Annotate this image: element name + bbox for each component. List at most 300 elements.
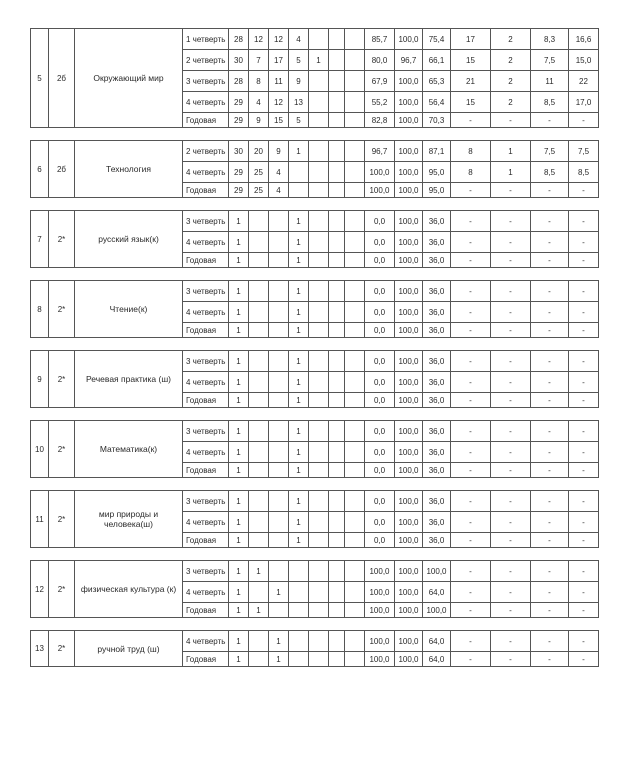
table-row [31,351,599,372]
value-cell [309,141,329,162]
value-cell: 36,0 [423,512,451,533]
class-cell: 2* [49,351,75,408]
value-cell: 100,0 [365,162,395,183]
value-cell [309,442,329,463]
value-cell: - [569,302,599,323]
value-cell [249,302,269,323]
value-cell: 0,0 [365,393,395,408]
subject-cell: русский язык(к) [75,211,183,268]
value-cell [345,141,365,162]
value-cell [249,421,269,442]
value-cell: 1 [229,281,249,302]
spacer-row [31,128,599,141]
value-cell [309,183,329,198]
class-cell: 2б [49,141,75,198]
value-cell [269,253,289,268]
report-sheet [30,28,592,667]
value-cell: 8,3 [531,29,569,50]
value-cell: - [569,631,599,652]
subject-cell: мир природы и человека(ш) [75,491,183,548]
value-cell: - [569,351,599,372]
value-cell: - [531,652,569,667]
value-cell: 100,0 [395,463,423,478]
value-cell [309,512,329,533]
spacer-cell [31,478,599,491]
subject-cell: Окружающий мир [75,29,183,128]
value-cell: 0,0 [365,211,395,232]
value-cell: - [451,253,491,268]
value-cell: 85,7 [365,29,395,50]
value-cell: 8,5 [569,162,599,183]
value-cell [329,393,345,408]
row-number: 8 [31,281,49,338]
value-cell [249,463,269,478]
value-cell: - [531,372,569,393]
value-cell: - [491,442,531,463]
value-cell: - [451,372,491,393]
value-cell: 1 [269,652,289,667]
value-cell: 36,0 [423,351,451,372]
value-cell [345,652,365,667]
value-cell: 95,0 [423,162,451,183]
value-cell [345,512,365,533]
value-cell: 29 [229,183,249,198]
period-cell: 4 четверть [183,631,229,652]
value-cell: 100,0 [395,533,423,548]
value-cell [329,253,345,268]
value-cell: 0,0 [365,533,395,548]
value-cell [345,582,365,603]
value-cell [289,652,309,667]
value-cell: 100,0 [365,631,395,652]
value-cell: 4 [249,92,269,113]
value-cell: - [491,603,531,618]
value-cell: 29 [229,113,249,128]
value-cell: - [569,442,599,463]
period-cell: 3 четверть [183,561,229,582]
value-cell [309,281,329,302]
period-cell: 4 четверть [183,582,229,603]
value-cell: 100,0 [395,29,423,50]
value-cell: 100,0 [395,281,423,302]
value-cell [345,533,365,548]
value-cell [289,603,309,618]
value-cell [289,631,309,652]
value-cell: 100,0 [395,351,423,372]
value-cell: - [569,393,599,408]
table-row [31,561,599,582]
value-cell: 100,0 [395,71,423,92]
value-cell: 9 [269,141,289,162]
value-cell [345,29,365,50]
value-cell: 1 [289,533,309,548]
value-cell [269,211,289,232]
value-cell: 1 [289,372,309,393]
value-cell [345,50,365,71]
value-cell: - [569,323,599,338]
value-cell [249,232,269,253]
spacer-cell [31,408,599,421]
value-cell [309,372,329,393]
value-cell: 100,0 [395,302,423,323]
value-cell: 80,0 [365,50,395,71]
value-cell: 16,6 [569,29,599,50]
value-cell [329,323,345,338]
value-cell [269,533,289,548]
value-cell: 100,0 [395,421,423,442]
value-cell [269,302,289,323]
value-cell [309,113,329,128]
value-cell [345,211,365,232]
value-cell [249,323,269,338]
value-cell [345,463,365,478]
value-cell: 36,0 [423,253,451,268]
value-cell: 1 [229,652,249,667]
value-cell [345,183,365,198]
value-cell: - [491,183,531,198]
value-cell: 64,0 [423,631,451,652]
value-cell [289,582,309,603]
value-cell [329,232,345,253]
value-cell: 100,0 [395,253,423,268]
value-cell: 1 [289,421,309,442]
value-cell: 100,0 [395,393,423,408]
value-cell: 1 [229,512,249,533]
value-cell [249,533,269,548]
value-cell: - [491,113,531,128]
value-cell: 5 [289,50,309,71]
value-cell [309,71,329,92]
subject-cell: физическая культура (к) [75,561,183,618]
value-cell [329,631,345,652]
value-cell: 55,2 [365,92,395,113]
value-cell: 9 [249,113,269,128]
value-cell [345,71,365,92]
value-cell: 0,0 [365,421,395,442]
value-cell: - [451,631,491,652]
value-cell [269,603,289,618]
period-cell: 3 четверть [183,351,229,372]
table-row [31,141,599,162]
value-cell: 1 [289,232,309,253]
row-number: 7 [31,211,49,268]
value-cell [269,232,289,253]
value-cell: 30 [229,141,249,162]
spacer-row [31,618,599,631]
value-cell: 13 [289,92,309,113]
value-cell [345,253,365,268]
value-cell [329,162,345,183]
value-cell: 96,7 [395,50,423,71]
value-cell [345,421,365,442]
period-cell: 4 четверть [183,92,229,113]
value-cell: 100,0 [365,582,395,603]
value-cell [345,302,365,323]
value-cell: - [491,393,531,408]
value-cell: 36,0 [423,211,451,232]
period-cell: 1 четверть [183,29,229,50]
value-cell [345,162,365,183]
value-cell: - [531,113,569,128]
value-cell [345,323,365,338]
value-cell [329,652,345,667]
class-cell: 2* [49,421,75,478]
period-cell: Годовая [183,603,229,618]
value-cell: 1 [229,442,249,463]
value-cell: 100,0 [395,232,423,253]
value-cell [269,512,289,533]
value-cell [345,351,365,372]
value-cell [309,603,329,618]
value-cell [269,281,289,302]
value-cell: 67,9 [365,71,395,92]
value-cell: 1 [289,253,309,268]
value-cell: - [569,561,599,582]
value-cell: 1 [229,393,249,408]
period-cell: Годовая [183,393,229,408]
value-cell: 56,4 [423,92,451,113]
value-cell: 0,0 [365,351,395,372]
value-cell [249,582,269,603]
value-cell: 0,0 [365,302,395,323]
value-cell: 1 [229,421,249,442]
value-cell [309,211,329,232]
value-cell [345,92,365,113]
value-cell: 82,8 [365,113,395,128]
value-cell [309,323,329,338]
value-cell: 2 [491,29,531,50]
subject-cell: Технология [75,141,183,198]
value-cell [249,281,269,302]
value-cell: - [491,323,531,338]
value-cell [329,561,345,582]
subject-cell: Речевая практика (ш) [75,351,183,408]
row-number: 10 [31,421,49,478]
value-cell [329,211,345,232]
value-cell [329,281,345,302]
value-cell [249,442,269,463]
table-row [31,421,599,442]
spacer-row [31,198,599,211]
value-cell: - [491,631,531,652]
period-cell: 4 четверть [183,442,229,463]
value-cell: - [531,512,569,533]
value-cell [249,351,269,372]
value-cell: - [531,211,569,232]
value-cell [249,211,269,232]
value-cell: 20 [249,141,269,162]
value-cell: 100,0 [365,652,395,667]
period-cell: Годовая [183,652,229,667]
value-cell: - [451,323,491,338]
value-cell: 1 [229,351,249,372]
value-cell: 100,0 [395,211,423,232]
value-cell: 1 [229,323,249,338]
period-cell: Годовая [183,113,229,128]
period-cell: 4 четверть [183,232,229,253]
value-cell [269,491,289,512]
value-cell: 15,0 [569,50,599,71]
value-cell: 0,0 [365,281,395,302]
value-cell [329,491,345,512]
value-cell: 64,0 [423,582,451,603]
value-cell: - [531,582,569,603]
value-cell: - [531,442,569,463]
value-cell: 7,5 [569,141,599,162]
period-cell: Годовая [183,253,229,268]
value-cell: 1 [491,162,531,183]
value-cell [269,372,289,393]
value-cell: - [569,281,599,302]
spacer-cell [31,618,599,631]
value-cell: 100,0 [395,372,423,393]
value-cell [345,631,365,652]
spacer-cell [31,548,599,561]
value-cell [269,393,289,408]
value-cell: - [491,533,531,548]
value-cell: - [451,442,491,463]
value-cell [345,281,365,302]
value-cell: - [451,393,491,408]
value-cell: 1 [229,631,249,652]
value-cell: 100,0 [395,442,423,463]
value-cell [309,582,329,603]
value-cell [309,631,329,652]
value-cell: - [451,351,491,372]
value-cell: 15 [269,113,289,128]
value-cell: 1 [289,393,309,408]
value-cell: 1 [289,323,309,338]
table-row [31,631,599,652]
value-cell: 12 [269,92,289,113]
value-cell: 1 [229,372,249,393]
value-cell: - [569,113,599,128]
value-cell: 1 [289,512,309,533]
value-cell [309,253,329,268]
value-cell [269,442,289,463]
period-cell: Годовая [183,183,229,198]
value-cell: 0,0 [365,232,395,253]
period-cell: Годовая [183,323,229,338]
period-cell: 3 четверть [183,211,229,232]
value-cell [329,603,345,618]
value-cell: - [569,533,599,548]
period-cell: 3 четверть [183,71,229,92]
value-cell: 36,0 [423,302,451,323]
table-row [31,281,599,302]
value-cell [345,113,365,128]
value-cell: 1 [289,211,309,232]
subject-cell: ручной труд (ш) [75,631,183,667]
spacer-row [31,408,599,421]
value-cell: 29 [229,162,249,183]
value-cell [345,393,365,408]
value-cell [329,71,345,92]
period-cell: 4 четверть [183,372,229,393]
value-cell: 28 [229,71,249,92]
value-cell: 1 [269,631,289,652]
value-cell: 95,0 [423,183,451,198]
value-cell: 96,7 [365,141,395,162]
period-cell: Годовая [183,533,229,548]
row-number: 5 [31,29,49,128]
table-row [31,211,599,232]
value-cell: 100,0 [395,582,423,603]
value-cell [309,302,329,323]
value-cell [289,561,309,582]
value-cell [345,232,365,253]
value-cell: 1 [229,582,249,603]
value-cell: 8 [249,71,269,92]
value-cell: 0,0 [365,512,395,533]
value-cell: 0,0 [365,463,395,478]
value-cell: 100,0 [395,512,423,533]
value-cell: 28 [229,29,249,50]
value-cell [345,372,365,393]
value-cell: 1 [289,302,309,323]
value-cell [309,652,329,667]
value-cell: - [451,603,491,618]
row-number: 9 [31,351,49,408]
value-cell [329,442,345,463]
value-cell [329,50,345,71]
value-cell: - [451,652,491,667]
value-cell: 7,5 [531,141,569,162]
value-cell: 0,0 [365,323,395,338]
value-cell: - [531,393,569,408]
value-cell [329,302,345,323]
spacer-cell [31,338,599,351]
value-cell [249,512,269,533]
value-cell: 36,0 [423,463,451,478]
value-cell: 1 [289,351,309,372]
value-cell: 65,3 [423,71,451,92]
class-cell: 2б [49,29,75,128]
value-cell [309,92,329,113]
class-cell: 2* [49,281,75,338]
value-cell: - [451,113,491,128]
value-cell: - [531,561,569,582]
value-cell: 1 [229,561,249,582]
value-cell: - [491,421,531,442]
value-cell [309,29,329,50]
value-cell: 11 [269,71,289,92]
value-cell: 70,3 [423,113,451,128]
class-cell: 2* [49,491,75,548]
grade-table [30,28,599,667]
value-cell: - [569,603,599,618]
value-cell: - [569,652,599,667]
value-cell: 15 [451,50,491,71]
value-cell: - [491,302,531,323]
value-cell [329,141,345,162]
value-cell: 30 [229,50,249,71]
value-cell: 2 [491,71,531,92]
value-cell: 1 [269,582,289,603]
value-cell: 1 [491,141,531,162]
period-cell: 3 четверть [183,491,229,512]
value-cell [269,323,289,338]
value-cell: - [491,211,531,232]
value-cell: 1 [229,463,249,478]
value-cell: 4 [269,162,289,183]
value-cell: 100,0 [365,603,395,618]
value-cell: 100,0 [395,141,423,162]
value-cell: 25 [249,162,269,183]
value-cell: 1 [229,232,249,253]
value-cell: 36,0 [423,281,451,302]
value-cell [309,463,329,478]
